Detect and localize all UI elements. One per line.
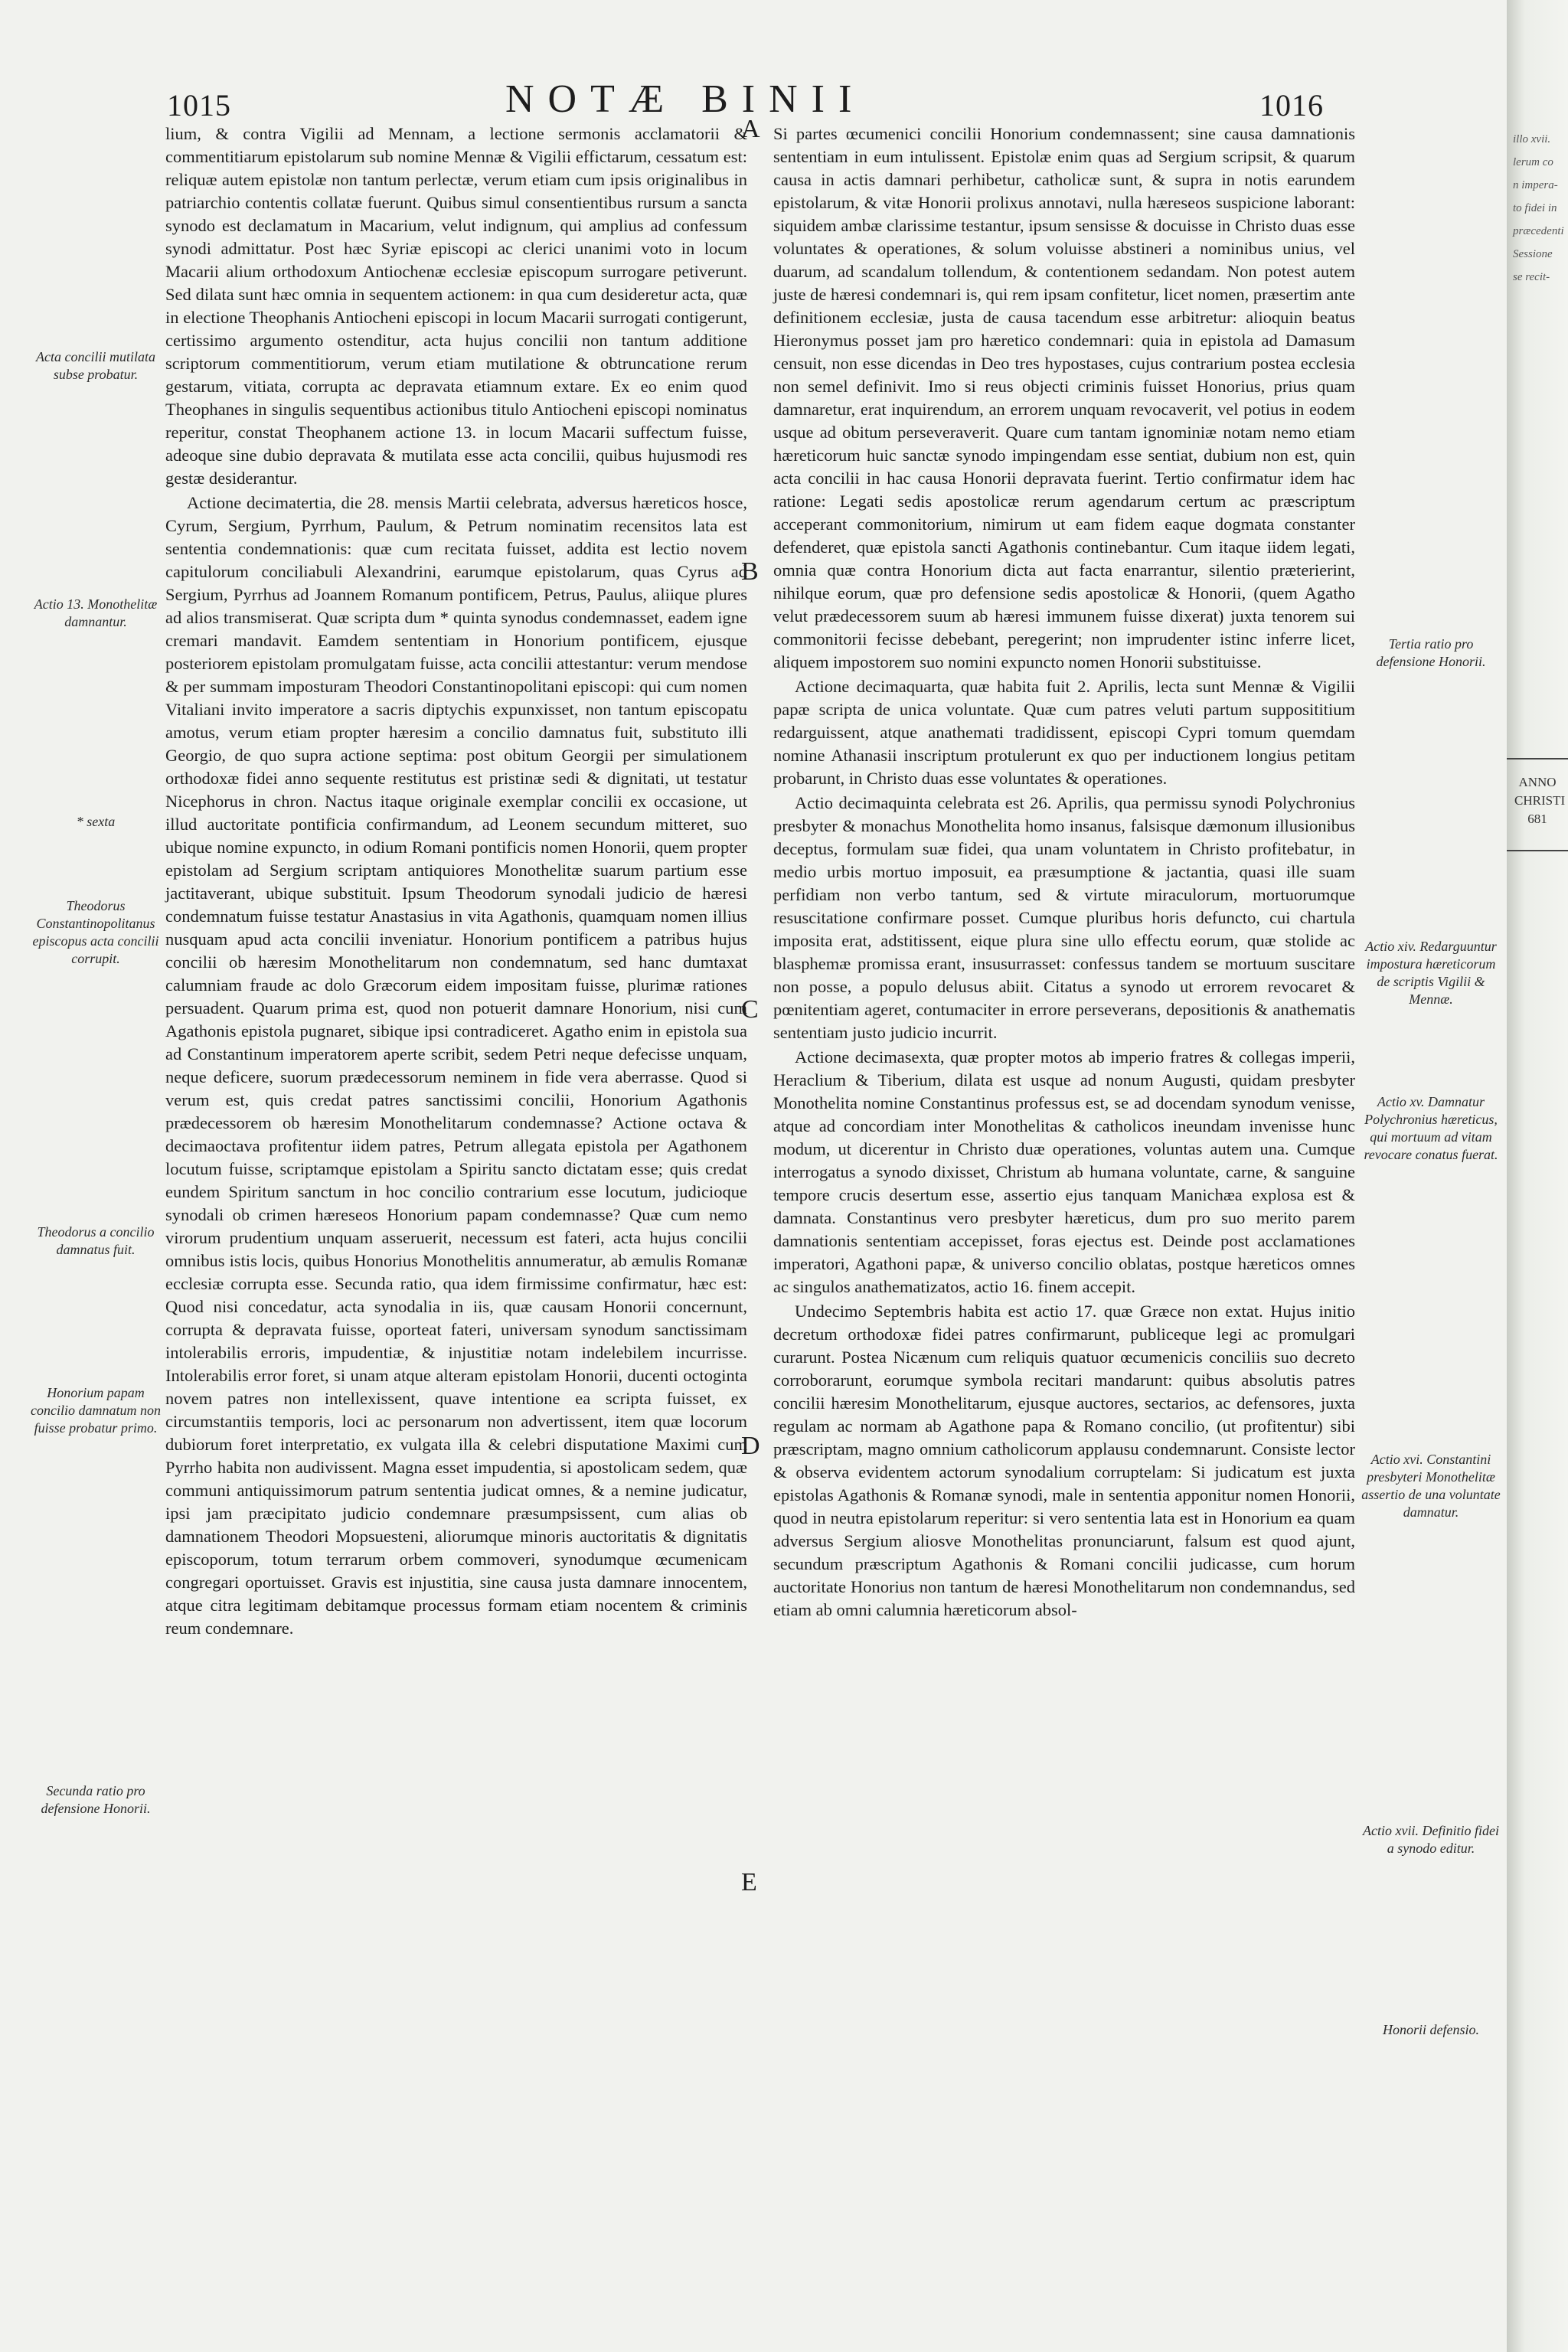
- section-letter-d: D: [741, 1432, 760, 1460]
- paragraph: Actione decimaquarta, quæ habita fuit 2. Aprilis, lecta sunt Mennæ & Vigilii papæ scripta de unica voluntate. Quæ cum patres veluti partum supposititium redarguissent, atque anathemati tradidissent, episcopi Cypri tomum quemdam nomine Athanasii inscriptum protulerunt ex quo per inductionem longius petitam probarunt, in Christo duas esse voluntates & operationes.: [773, 677, 1355, 788]
- margin-note: * sexta: [76, 814, 116, 829]
- facing-page-fragment: n impera-: [1513, 179, 1558, 191]
- right-column: [773, 122, 1355, 1623]
- section-letter-e: E: [741, 1868, 757, 1896]
- left-column: [165, 122, 747, 1642]
- left-page-number: 1015: [167, 88, 231, 122]
- paragraph: lium, & contra Vigilii ad Mennam, a lectione sermonis acclamatorii & commentitiarum epistolarum sub nomine Mennæ & Vigilii effictarum, cessatum est: reliquæ autem epistolæ non tantum perlectæ, verum etiam cum ipsis originalibus in patriarchio contentis collatæ fuerunt. Quibus simul consentientibus rursum a sancta synodo est declamatum in Macarium, velut indignum, qui amplius ad confessum synodi admittatur. Post hæc Syriæ episcopi ac clerici unanimi voto in locum Macarii alium orthodoxum Antiochenæ ecclesiæ episcopum surrogare petiverunt. Sed dilata sunt hæc omnia in sequentem actionem: in qua cum desideretur acta, quæ in electione Theophanis Antiocheni episcopi in locum Macarii surrogati contigerunt, certissimo argumento ostenditur, acta hujus concilii non tantum additione scriptorum commentitiorum, verum etiam mutilatione & obtruncatione rerum gestarum, vitiata, corrupta ac depravata etiamnum extare. Ex eo enim quod Theophanes in singulis sequentibus actionibus titulo Antiocheni episcopi nominatus reperitur, constat Theophanem actione 13. in locum Macarii suffectum fuisse, adeoque sine dubio depravata & mutilata esse acta concilii, quibus hujusmodi res gestæ desiderantur.: [165, 124, 747, 488]
- page-title: NOTÆ BINII: [505, 77, 866, 121]
- facing-page-fragment: præcedenti: [1513, 225, 1564, 237]
- margin-note: Actio xvi. Constantini presbyteri Monothelitæ assertio de una voluntate damnatur.: [1361, 1452, 1501, 1520]
- facing-page-fragment: Sessione: [1513, 248, 1553, 260]
- divider: [1507, 850, 1568, 851]
- margin-note: Honorium papam concilio damnatum non fuisse probatur primo.: [31, 1385, 161, 1436]
- divider: [1507, 758, 1568, 760]
- paragraph: Actione decimasexta, quæ propter motos ab imperio fratres & collegas imperii, Heraclium & Tiberium, dilata est usque ad nonum Augusti, quidam presbyter Monothelita nomine Constantinus professus est, se ad docendam synodum venisse, atque ad concordiam inter Monothelitas & catholicos ineundam invenisse hunc modum, ut dicerentur in Christo duæ operationes, voluntas autem una. Cumque interrogatus a synodo dixisset, Christum ab humana voluntate, carne, & sanguine tempore crucis desertum esse, assertio ejus tanquam Manichæa explosa est & damnata. Constantinus vero presbyter hæreticus, dum pro suo merito parem damnationis sententiam accepisset, foras ejectus est. Deinde post acclamationes imperatori, Agathoni papæ, & universo concilio oblatas, postque hæreticos omnes ac singulos anathematizatos, actio 16. finem accepit.: [773, 1047, 1355, 1296]
- margin-note: Actio xiv. Redarguuntur impostura hæreticorum de scriptis Vigilii & Mennæ.: [1365, 939, 1497, 1007]
- facing-page-fragment: illo xvii.: [1513, 133, 1551, 145]
- section-letter-b: B: [741, 557, 759, 586]
- paragraph: Si partes œcumenici concilii Honorium condemnassent; sine causa damnationis sententiam in eum intulissent. Epistolæ enim quas ad Sergium scripsit, & quarum causa in actis damnari perhibetur, catholicæ sunt, & supra in notis earundem epistolarum, & vitæ Honorii prolixus annotavi, nulla hæreseos suspicione laborant: siquidem ambæ clarissime testantur, ipsum sensisse & docuisse in Christo duas esse voluntates & operationes, & solum voluisse abstineri a nominibus unius, vel duarum, ad scandalum tollendum, & contentionem sedandam. Non potest autem juste de hæresi condemnari is, qui rem ipsam confitetur, licet nomen, præsertim ante definitionem ecclesiæ, justa de causa tacendum esse arbitretur: alioquin beatus Hieronymus posset jam pro hæretico condemnari: quia in epistola ad Damasum censuit, non esse dicendas in Deo tres hypostases, cujus contrarium postea ecclesia non semel definivit. Imo si reus objecti criminis fuisset Honorius, prius quam damnaretur, erat inquirendum, an errorem unquam revocaverit, vel potius in eodem usque ad obitum perseveraverit. Quare cum tantam ignominiæ notam nemo etiam hæreticorum huic sanctæ synodo impingendam esse sentiat, dubium non est, quin acta concilii in hac causa Honorii depravata fuerint. Tertio confirmatur idem hac ratione: Legati sedis apostolicæ rerum agendarum certum ac præscriptum acceperant commonitorium, nimirum ut eam fidem eaque dogmata constanter defenderet, quæ epistola sancti Agathonis continebantur. Cum itaque iidem legati, omnia quæ contra Honorium dicta aut facta enarrantur, silentio præterierint, nihilque eorum, quæ pro defensione sedis apostolicæ & Honorii, (quem Agatho velut prædecessorem suum ab hæresi immunem fuisse dixerat) juxta tenorem sui commonitorii fecisse debebant, peregerint; non imprudenter istinc inferre licet, aliquem impostorem suo nomini expuncto nomen Honorii substituisse.: [773, 124, 1355, 671]
- facing-page-edge: [1507, 0, 1568, 2352]
- margin-note: Theodorus a concilio damnatus fuit.: [37, 1224, 155, 1257]
- paragraph: Actio decimaquinta celebrata est 26. Aprilis, qua permissu synodi Polychronius presbyter & monachus Monothelita homo insanus, falsisque dæmonum illusionibus deceptus, formulam suæ fidei, qua unam voluntatem in Christo profitebatur, in medio urbis mortuo imposuit, ea præsumptione & jactantia, quasi ille suam perfidiam non verbo tantum, sed & virtute miraculorum, mortuorumque resuscitatione confirmare posset. Cumque pluribus horis defuncto, cui chartula imposita erat, adstitissent, eique plura sine ullo effectu eorum, quæ stolide ac blasphemæ promissa erant, insusurrasset: confessus tandem se mortuum suscitare non posse, a populo delusus abiit. Citatus a synodo ut errorem revocaret & pœnitentiam ageret, contumaciter in errore perseverans, depositionis & anathematis sententiam justo judicio incurrit.: [773, 793, 1355, 1042]
- margin-note: Actio xv. Damnatur Polychronius hæreticus, qui mortuum ad vitam revocare conatus fuerat.: [1364, 1094, 1498, 1162]
- anno-christi-label: ANNO CHRISTI 681: [1514, 775, 1566, 826]
- margin-note: Tertia ratio pro defensione Honorii.: [1376, 636, 1486, 669]
- margin-note: Theodorus Constantinopolitanus episcopus acta concilii corrupit.: [32, 898, 159, 966]
- facing-page-fragment: to fidei in: [1513, 202, 1557, 214]
- section-letter-c: C: [741, 995, 759, 1024]
- margin-note: Honorii defensio.: [1383, 2022, 1479, 2037]
- margin-note: Actio 13. Monothelitæ damnantur.: [34, 596, 158, 629]
- margin-note: Secunda ratio pro defensione Honorii.: [41, 1783, 151, 1816]
- margin-note: Acta concilii mutilata subse probatur.: [36, 349, 155, 382]
- facing-page-fragment: se recit-: [1513, 271, 1550, 283]
- margin-note: Actio xvii. Definitio fidei a synodo editur.: [1363, 1823, 1499, 1856]
- right-page-number: 1016: [1259, 88, 1324, 122]
- paragraph: Undecimo Septembris habita est actio 17. quæ Græce non extat. Hujus initio decretum orthodoxæ fidei patres confirmarunt, publiceque legi ac promulgari curarunt. Postea Nicænum cum reliquis quatuor œcumenicis conciliis suo decreto corroborarunt, eorumque symbola recitari mandarunt: quibus absolutis patres concilii hæresim Monothelitarum, ejusque auctores, sectarios, ac defensores, juxta regulam ac normam ab Agathone papa & Romano concilio, (ut profitentur) sibi præscriptam, magno omnium catholicorum applausu condemnarunt. Consiste lector & observa evidentem actorum synodalium corruptelam: Si judicatum est juxta epistolas Agathonis & Romanæ synodi, male in sententia apponitur nomen Honorii, quod in neutra epistolarum reperitur: si vero sententia lata est in Honorium ea quam adversus Sergium aliosve Monothelitas pronunciarunt, falsum est quod ajunt, secundum præscriptum Agathonis & Romani concilii judicasse, cum horum auctoritate Honorius non tantum de hæresi Monothelitarum non condemnandus, sed etiam ab omni calumnia hæreticorum absol-: [773, 1302, 1355, 1619]
- facing-page-fragment: lerum co: [1513, 156, 1553, 168]
- paragraph: Actione decimatertia, die 28. mensis Martii celebrata, adversus hæreticos hosce, Cyrum, Sergium, Pyrrhum, Paulum, & Petrum nominatim recensitos lata est sententia condemnationis: quæ cum recitata fuisset, addita est lectio novem capitulorum conciliabuli Alexandrini, earumque epistolarum, quas Cyrus ad Sergium, Pyrrhus ad Joannem Romanum pontificem, Petrus, Paulus, aliique plures ad alios transmiserat. Quæ scripta dum * quinta synodus condemnasset, eadem igne cremari mandavit. Eamdem sententiam in Honorium pontificem, ejusque posteriorem epistolam promulgatam fuisse, acta concilii attestantur: verum mendose & per summam imposturam Theodori Constantinopolitani episcopi: qui cum nomen Vitaliani invito imperatore a sacris diptychis expunxisset, non tantum episcopatu amotus, verum etiam propter hæresim a concilio damnatus fuit, substituto illi Georgio, de quo supra actione septima: post obitum Georgii per simulationem orthodoxæ fidei anno sequente restitutus est pristinæ sedi & dignitati, ut testatur Nicephorus in chron. Nactus itaque originale exemplar concilii ex occasione, ut illud auctoritate pontificia confirmandum, ad Leonem secundum mitteret, suo ubique nomine expuncto, in odium Romani pontificis nomen Honorii, quem propter epistolam ad Sergium scriptam antiquiores Monothelitæ suarum partium esse jactitaverant, ubique substituit. Ipsum Theodorum synodali judicio de hæresi condemnatum fuisse testatur Anastasius in vita Agathonis, quamquam nomen illius nusquam apud acta concilii inveniatur. Honorium pontificem a patribus hujus concilii ob hæresim Monothelitarum non condemnatum, sed hanc dumtaxat calumniam fraude ac dolo Græcorum eidem impositam fuisse, plurimæ rationes persuadent. Quarum prima est, quod non potuerit damnare Honorium, nisi cum Agathonis epistola pugnaret, sibique ipsi contradiceret. Agatho enim in epistola sua ad Constantinum imperatorem aperte scribit, sedem Petri neque defecisse unquam, neque deficere, suorum prædecessorum neminem in fide vera aberrasse. Quod si verum est, quis credat patres sanctissimi concilii, Honorium Agathonis prædecessorem ob hæresim Monothelitarum condemnasse? Actione octava & decimaoctava profitentur iidem patres, Petrum allegata epistola per Agathonem locutum fuisse, scriptamque epistolam a Spiritu sancto dictatam esse; quis credat eundem Spiritum sanctum in hoc concilio contrarium esse locutum, judicioque synodali ob crimen hæreseos Honorium papam condemnasse? Quæ cum nemo virorum prudentium unquam asseruerit, necessum est fateri, acta hujus concilii omnibus istis locis, quibus Honorius Monothelitis annumeratur, ab æmulis Romanæ ecclesiæ corrupta esse. Secunda ratio, qua idem firmissime confirmatur, hæc est: Quod nisi concedatur, acta synodalia in iis, quæ causam Honorii concernunt, corrupta & depravata fuisse, oporteat fateri, universam synodum sanctissimam intolerabilis erroris, impudentiæ, & injustitiæ notam indelebilem incurrisse. Intolerabilis error foret, si unam atque alteram epistolam Honorii, ducenti octoginta novem patres non intellexissent, quave intentione ea scripta fuisset, ex circumstantiis temporis, loci ac personarum non advertissent, item quæ locorum dubiorum foret interpretatio, ex vulgata illa & celebri disputatione Maximi cum Pyrrho habita non audivissent. Magna esset impudentia, si apostolicam sedem, quæ communi antiquissimorum patrum sententia judicat omnes, & a nemine judicatur, ipsi jam præcipitato judicio condemnare præsumpsissent, cum alias ob damnationem Theodori Mopsuesteni, aliorumque minoris auctoritatis & dignitatis episcoporum, totum terrarum orbem commoveri, synodumque œcumenicam congregari oportuisset. Gravis est injustitia, sine causa justa damnare innocentem, atque citra legitimam debitamque processus formam etiam nocentem & criminis reum condemnare.: [165, 493, 747, 1638]
- section-letter-a: A: [741, 115, 760, 143]
